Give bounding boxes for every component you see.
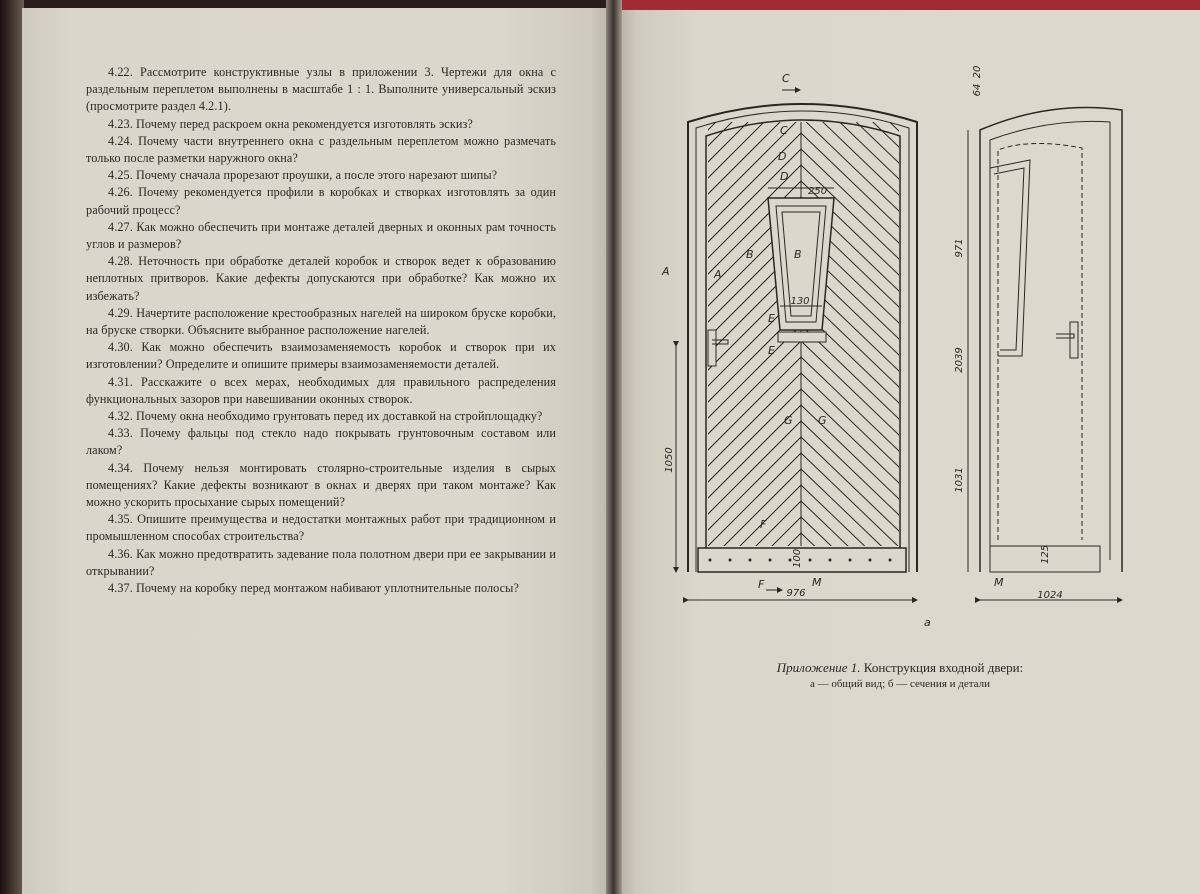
book-gutter <box>606 0 622 894</box>
question: 4.30. Как можно обеспечить взаимозаменяемость коробок и створок при их изготовлении? Определите и опишите примеры взаимозаменяемости деталей. <box>86 340 556 372</box>
question: 4.24. Почему части внутреннего окна с раздельным переплетом можно размечать только после разметки наружного окна? <box>86 133 556 166</box>
question: 4.25. Почему сначала прорезают проушки, а после этого нарезают шипы? <box>108 168 498 183</box>
question: 4.36. Как можно предотвратить задевание пола полотном двери при ее закрывании и открывании? <box>86 546 556 578</box>
dim-1050: 1050 <box>664 447 675 473</box>
plank-line <box>801 357 900 452</box>
section-label: C <box>782 72 790 85</box>
figure-caption <box>700 660 1100 690</box>
question: 4.27. Как можно обеспечить при монтаже деталей дверных и оконных рам точность углов и размеров? <box>86 219 556 252</box>
section-label: C <box>780 124 788 137</box>
plank-line <box>801 613 900 640</box>
plank-line <box>801 581 900 640</box>
questions-text <box>86 64 556 597</box>
dim-100: 100 <box>792 548 803 568</box>
question: 4.33. Почему фальцы под стекло надо покрывать грунтовочным составом или лаком? <box>86 426 556 458</box>
question: 4.28. Неточность при обработке деталей коробок и створок ведет к образованию неплотных притворов. Какие дефекты допускаются при обработке? Как можно их избежать? <box>86 254 556 303</box>
door-handle <box>708 330 716 366</box>
plank-line <box>706 597 801 640</box>
plank-line <box>801 629 900 640</box>
plank-line <box>801 437 900 532</box>
plank-line <box>706 629 801 640</box>
question: 4.35. Опишите преимущества и недостатки монтажных работ при традиционном и промышленном способах строительства? <box>86 512 556 544</box>
plank-line <box>801 69 900 164</box>
dim-130: 130 <box>790 296 810 307</box>
question: 4.32. Почему окна необходимо грунтовать перед их доставкой на стройплощадку? <box>108 409 543 424</box>
section-label: D <box>780 170 789 183</box>
section-label: D <box>778 150 787 163</box>
dim-250: 250 <box>808 186 828 197</box>
dim-971: 971 <box>954 238 965 258</box>
side-view-frame <box>980 108 1122 573</box>
door-drawing <box>650 60 1190 640</box>
plank-line <box>801 373 900 468</box>
section-label: M <box>812 576 822 589</box>
question: 4.31. Расскажите о всех мерах, необходимых для правильного распределения функциональных зазоров при навешивании оконных створок. <box>86 374 556 406</box>
plank-line <box>706 453 801 548</box>
dim-976: 976 <box>786 588 806 599</box>
book-edge <box>0 0 24 894</box>
plank-line <box>706 60 801 68</box>
section-label: F <box>760 518 767 531</box>
plank-line <box>706 613 801 640</box>
caption-title-rest: Конструкция входной двери: <box>860 660 1024 675</box>
dim-64: 64 <box>972 83 983 97</box>
section-label: G <box>818 414 827 427</box>
plank-line <box>706 437 801 532</box>
question: 4.23. Почему перед раскроем окна рекомендуется изготовлять эскиз? <box>108 116 473 131</box>
drawing-sub-label: а <box>924 616 931 629</box>
dim-20: 20 <box>972 65 983 79</box>
section-label: F <box>758 578 765 591</box>
plank-line <box>801 405 900 500</box>
section-label: A <box>662 265 670 278</box>
section-label: E <box>768 312 775 325</box>
plank-line <box>706 357 801 452</box>
plank-line <box>801 60 900 68</box>
section-label: A <box>714 268 722 281</box>
question: 4.22. Рассмотрите конструктивные узлы в приложении 3. Чертежи для окна с раздельным переплетом выполнены в масштабе 1 : 1. Выполните универсальный эскиз (просмотрите раздел 4.2.1). <box>86 65 556 114</box>
plank-line <box>801 101 900 196</box>
plank-line <box>801 60 900 100</box>
question: 4.34. Почему нельзя монтировать столярно-строительные изделия в сырых помещениях? Какие дефекты возникают в окнах и дверях при таком монтаже? Как можно ускорить просыхание сырых помещений? <box>86 460 556 510</box>
question: 4.26. Почему рекомендуется профили в коробках и створках изготовлять за один рабочий процесс? <box>86 185 556 217</box>
caption-title <box>700 660 1100 676</box>
plank-line <box>706 421 801 516</box>
section-label: M <box>994 576 1004 589</box>
section-label: G <box>784 414 793 427</box>
dim-125: 125 <box>1040 544 1051 564</box>
plank-line <box>706 565 801 640</box>
dim-1031: 1031 <box>954 467 965 493</box>
question: 4.29. Начертите расположение крестообразных нагелей на широком бруске коробки, на бруске створки. Объясните выбранное расположение нагелей. <box>86 305 556 338</box>
plank-line <box>706 389 801 484</box>
dim-1024: 1024 <box>1037 590 1063 601</box>
plank-line <box>801 389 900 484</box>
section-label: B <box>746 248 754 261</box>
plank-line <box>801 597 900 640</box>
caption-title-italic: Приложение 1. <box>776 660 861 675</box>
plank-line <box>801 453 900 548</box>
plank-line <box>801 85 900 180</box>
question: 4.37. Почему на коробку перед монтажом набивают уплотнительные полосы? <box>108 581 519 596</box>
section-label: E <box>768 344 775 357</box>
plank-line <box>801 341 900 436</box>
section-label: B <box>794 248 802 261</box>
dim-2039: 2039 <box>954 347 965 373</box>
plank-line <box>801 60 900 84</box>
plank-line <box>801 421 900 516</box>
caption-subtitle: а — общий вид; б — сечения и детали <box>809 678 991 690</box>
